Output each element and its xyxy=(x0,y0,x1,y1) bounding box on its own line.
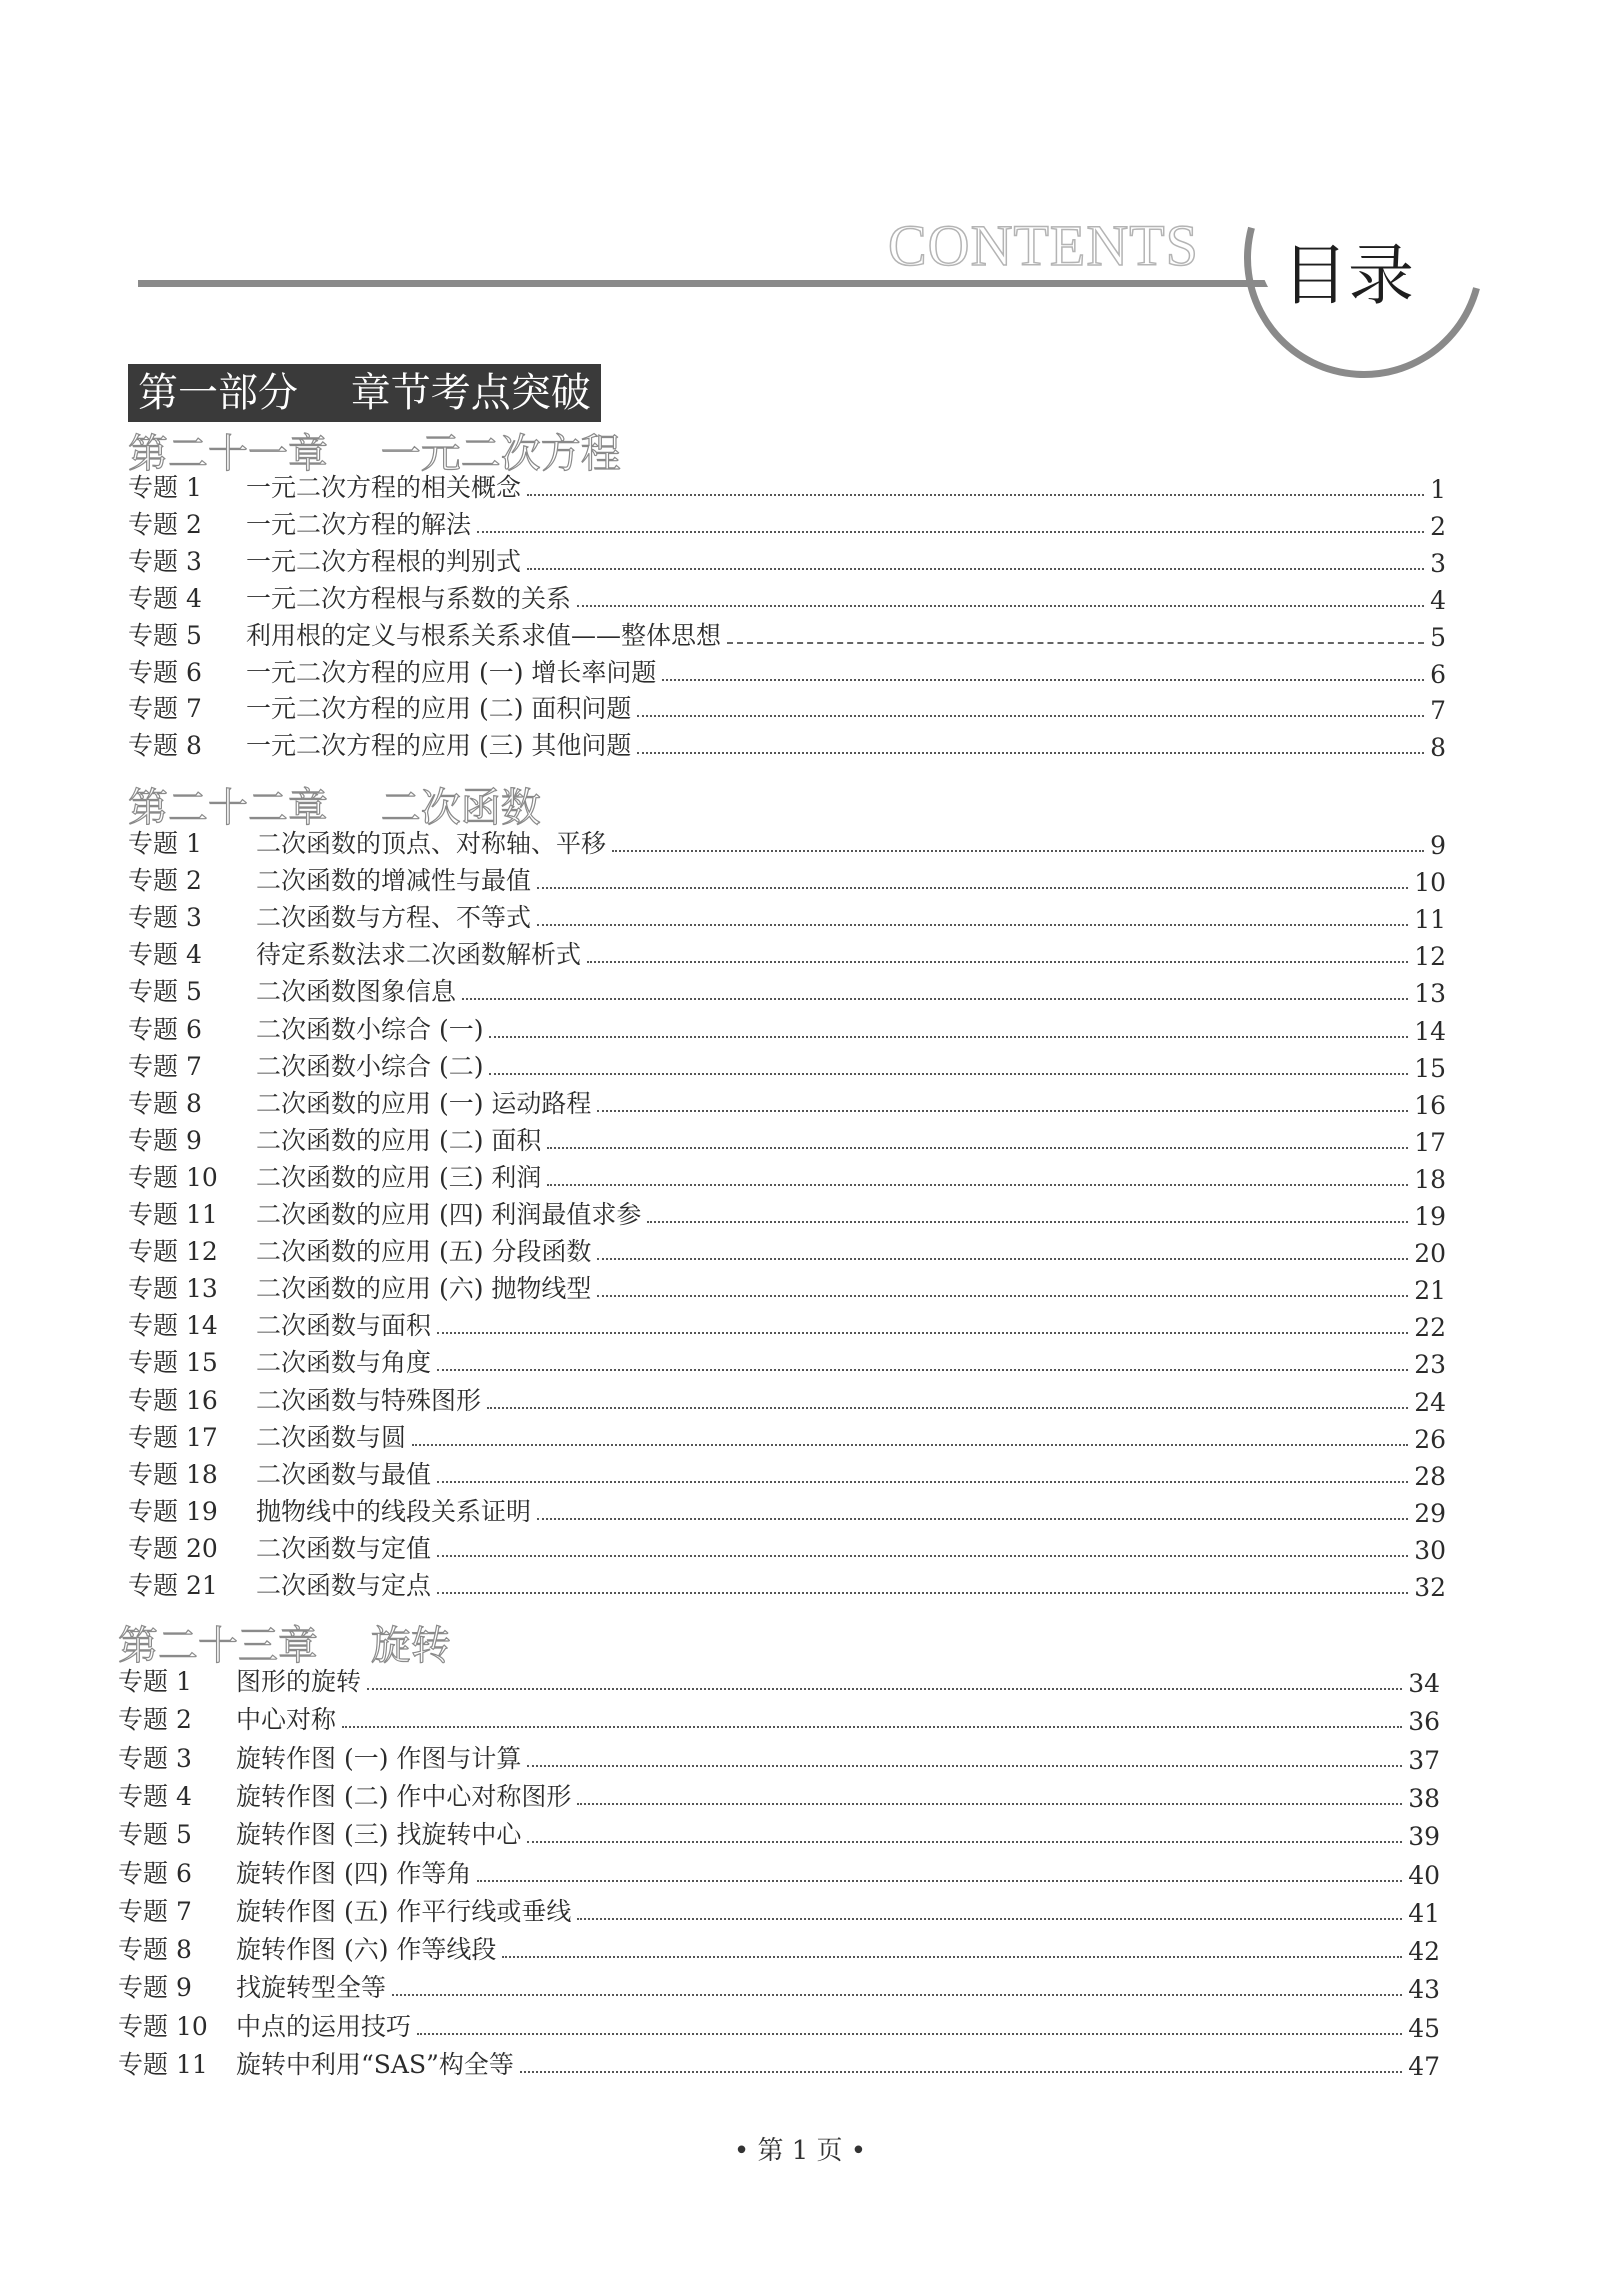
toc-leader-dots xyxy=(527,494,1424,496)
toc-entry-page: 41 xyxy=(1408,1899,1440,1928)
chapter-heading: 第二十三章 旋转 xyxy=(118,1623,451,1669)
header-rule xyxy=(138,280,1298,287)
toc-entry-page: 21 xyxy=(1414,1276,1446,1305)
toc-entry-title: 二次函数与定值 xyxy=(256,1534,432,1563)
toc-entry[interactable] xyxy=(128,1234,1446,1268)
toc-leader-dots xyxy=(489,1073,1408,1075)
toc-entry-label: 专题 17 xyxy=(128,1423,218,1452)
toc-entry-label: 专题 13 xyxy=(128,1274,218,1303)
toc-entry-title: 二次函数与定点 xyxy=(256,1571,432,1600)
toc-leader-dots xyxy=(662,679,1424,681)
toc-entry-label: 专题 12 xyxy=(128,1237,218,1266)
toc-entry-page: 42 xyxy=(1408,1937,1440,1966)
toc-leader-dots xyxy=(537,1518,1408,1520)
toc-entry-label: 专题 6 xyxy=(128,1015,202,1044)
toc-entry[interactable] xyxy=(118,1741,1440,1775)
toc-leader-dots xyxy=(637,752,1424,754)
toc-entry-page: 24 xyxy=(1414,1388,1446,1417)
toc-entry-label: 专题 4 xyxy=(118,1782,192,1811)
toc-entry-title: 二次函数的应用 (三) 利润 xyxy=(256,1163,542,1192)
toc-entry[interactable] xyxy=(128,1049,1446,1083)
toc-entry-title: 二次函数的顶点、对称轴、平移 xyxy=(256,829,607,858)
toc-leader-dots xyxy=(367,1688,1402,1690)
toc-leader-dots xyxy=(417,2033,1402,2035)
toc-leader-dots xyxy=(437,1481,1408,1483)
toc-entry-page: 47 xyxy=(1408,2052,1440,2081)
toc-entry-page: 45 xyxy=(1408,2014,1440,2043)
toc-entry-label: 专题 10 xyxy=(128,1163,218,1192)
page-number: • 第 1 页 • xyxy=(733,2136,867,2166)
toc-entry-page: 28 xyxy=(1414,1462,1446,1491)
toc-entry-page: 4 xyxy=(1430,586,1446,615)
toc-entry-title: 二次函数小综合 (二) xyxy=(256,1052,484,1081)
toc-entry-label: 专题 5 xyxy=(128,621,202,650)
toc-entry-page: 2 xyxy=(1430,512,1446,541)
toc-entry-page: 9 xyxy=(1430,831,1446,860)
toc-entry[interactable] xyxy=(128,1568,1446,1602)
toc-entry[interactable] xyxy=(128,470,1446,504)
toc-entry-title: 中点的运用技巧 xyxy=(236,2012,412,2041)
toc-entry-label: 专题 11 xyxy=(128,1200,218,1229)
toc-entry-title: 二次函数与方程、不等式 xyxy=(256,903,532,932)
toc-entry-title: 旋转中利用“SAS”构全等 xyxy=(236,2050,514,2079)
toc-entry[interactable] xyxy=(128,1383,1446,1417)
toc-entry-title: 二次函数的增减性与最值 xyxy=(256,866,532,895)
toc-leader-dots xyxy=(412,1444,1408,1446)
toc-entry-label: 专题 5 xyxy=(128,977,202,1006)
toc-entry-label: 专题 4 xyxy=(128,940,202,969)
toc-entry[interactable] xyxy=(128,1197,1446,1231)
toc-entry-label: 专题 16 xyxy=(128,1386,218,1415)
toc-entry-title: 一元二次方程的应用 (二) 面积问题 xyxy=(246,694,632,723)
toc-leader-dots xyxy=(547,1147,1408,1149)
toc-entry-page: 17 xyxy=(1414,1128,1446,1157)
toc-entry-title: 二次函数与角度 xyxy=(256,1348,432,1377)
toc-entry-label: 专题 10 xyxy=(118,2012,208,2041)
toc-entry[interactable] xyxy=(128,1531,1446,1565)
toc-entry-page: 29 xyxy=(1414,1499,1446,1528)
toc-entry-title: 二次函数的应用 (二) 面积 xyxy=(256,1126,542,1155)
toc-entry-title: 二次函数与圆 xyxy=(256,1423,407,1452)
toc-entry-label: 专题 15 xyxy=(128,1348,218,1377)
toc-entry-title: 二次函数的应用 (一) 运动路程 xyxy=(256,1089,592,1118)
toc-entry-page: 5 xyxy=(1430,623,1446,652)
toc-leader-dots xyxy=(527,568,1424,570)
toc-entry-label: 专题 20 xyxy=(128,1534,218,1563)
toc-entry-title: 一元二次方程根的判别式 xyxy=(246,547,522,576)
toc-leader-dots xyxy=(637,715,1424,717)
toc-leader-dots xyxy=(437,1592,1408,1594)
toc-entry[interactable] xyxy=(128,1160,1446,1194)
toc-entry[interactable] xyxy=(118,2009,1440,2043)
toc-entry-page: 16 xyxy=(1414,1091,1446,1120)
toc-entry-title: 旋转作图 (二) 作中心对称图形 xyxy=(236,1782,572,1811)
toc-entry-page: 30 xyxy=(1414,1536,1446,1565)
toc-entry[interactable] xyxy=(118,1817,1440,1851)
toc-entry-page: 10 xyxy=(1414,868,1446,897)
toc-entry[interactable] xyxy=(118,1664,1440,1698)
toc-entry[interactable] xyxy=(118,1702,1440,1736)
toc-entry-label: 专题 19 xyxy=(128,1497,218,1526)
toc-entry-label: 专题 1 xyxy=(128,473,202,502)
toc-leader-dots xyxy=(612,850,1424,852)
toc-leader-dots xyxy=(597,1258,1408,1260)
toc-entry-title: 旋转作图 (六) 作等线段 xyxy=(236,1935,497,1964)
toc-leader-dots xyxy=(727,642,1424,644)
toc-entry[interactable] xyxy=(128,581,1446,615)
toc-leader-dots xyxy=(597,1295,1408,1297)
toc-entry-page: 20 xyxy=(1414,1239,1446,1268)
toc-entry-title: 二次函数图象信息 xyxy=(256,977,457,1006)
toc-entry-title: 一元二次方程的相关概念 xyxy=(246,473,522,502)
toc-entry-title: 找旋转型全等 xyxy=(236,1973,387,2002)
toc-entry-label: 专题 6 xyxy=(128,658,202,687)
toc-entry[interactable] xyxy=(118,1856,1440,1890)
part-banner: 第一部分 章节考点突破 xyxy=(128,364,601,422)
toc-leader-dots xyxy=(437,1369,1408,1371)
toc-entry-page: 3 xyxy=(1430,549,1446,578)
toc-entry[interactable] xyxy=(128,1012,1446,1046)
toc-entry-title: 一元二次方程的应用 (三) 其他问题 xyxy=(246,731,632,760)
toc-entry[interactable] xyxy=(128,655,1446,689)
toc-entry-label: 专题 3 xyxy=(128,903,202,932)
toc-entry[interactable] xyxy=(128,1420,1446,1454)
toc-leader-dots xyxy=(477,531,1424,533)
toc-entry[interactable] xyxy=(128,507,1446,541)
toc-entry-title: 旋转作图 (四) 作等角 xyxy=(236,1859,472,1888)
toc-entry-label: 专题 1 xyxy=(128,829,202,858)
toc-entry-page: 15 xyxy=(1414,1054,1446,1083)
toc-entry[interactable] xyxy=(128,1308,1446,1342)
toc-entry-page: 22 xyxy=(1414,1313,1446,1342)
toc-leader-dots xyxy=(537,887,1408,889)
toc-entry-label: 专题 7 xyxy=(128,694,202,723)
toc-entry-title: 待定系数法求二次函数解析式 xyxy=(256,940,582,969)
toc-entry-title: 二次函数与特殊图形 xyxy=(256,1386,482,1415)
toc-entry-label: 专题 9 xyxy=(118,1973,192,2002)
toc-entry[interactable] xyxy=(128,618,1446,652)
toc-entry-page: 12 xyxy=(1414,942,1446,971)
toc-entry-page: 32 xyxy=(1414,1573,1446,1602)
toc-entry-page: 19 xyxy=(1414,1202,1446,1231)
toc-entry[interactable] xyxy=(128,1086,1446,1120)
toc-entry-label: 专题 3 xyxy=(118,1744,192,1773)
toc-leader-dots xyxy=(577,1918,1402,1920)
toc-leader-dots xyxy=(577,605,1424,607)
toc-entry[interactable] xyxy=(118,1894,1440,1928)
toc-entry-label: 专题 7 xyxy=(128,1052,202,1081)
toc-entry-label: 专题 2 xyxy=(128,866,202,895)
toc-entry-title: 中心对称 xyxy=(236,1705,337,1734)
toc-entry-page: 13 xyxy=(1414,979,1446,1008)
chapter-heading: 第二十一章 一元二次方程 xyxy=(128,431,621,477)
toc-entry-title: 图形的旋转 xyxy=(236,1667,362,1696)
contents-heading: CONTENTS xyxy=(888,213,1199,278)
toc-entry-page: 26 xyxy=(1414,1425,1446,1454)
toc-entry-label: 专题 21 xyxy=(128,1571,218,1600)
toc-entry-label: 专题 8 xyxy=(118,1935,192,1964)
toc-entry-page: 43 xyxy=(1408,1975,1440,2004)
toc-entry-label: 专题 9 xyxy=(128,1126,202,1155)
toc-entry-label: 专题 11 xyxy=(118,2050,208,2079)
toc-entry[interactable] xyxy=(128,544,1446,578)
toc-entry-page: 37 xyxy=(1408,1746,1440,1775)
toc-entry-page: 39 xyxy=(1408,1822,1440,1851)
toc-entry-page: 7 xyxy=(1430,696,1446,725)
page-title: 目录 xyxy=(1282,237,1414,314)
toc-entry[interactable] xyxy=(128,1345,1446,1379)
toc-entry-title: 旋转作图 (五) 作平行线或垂线 xyxy=(236,1897,572,1926)
toc-entry-label: 专题 18 xyxy=(128,1460,218,1489)
toc-entry-page: 23 xyxy=(1414,1350,1446,1379)
toc-entry[interactable] xyxy=(128,937,1446,971)
toc-leader-dots xyxy=(537,924,1408,926)
toc-leader-dots xyxy=(462,998,1408,1000)
toc-leader-dots xyxy=(597,1110,1408,1112)
toc-entry-title: 二次函数与面积 xyxy=(256,1311,432,1340)
toc-entry-label: 专题 4 xyxy=(128,584,202,613)
toc-entry-page: 18 xyxy=(1414,1165,1446,1194)
toc-entry-title: 旋转作图 (一) 作图与计算 xyxy=(236,1744,522,1773)
toc-entry[interactable] xyxy=(128,826,1446,860)
toc-entry-page: 36 xyxy=(1408,1707,1440,1736)
chapter-heading: 第二十二章 二次函数 xyxy=(128,785,541,831)
toc-leader-dots xyxy=(502,1956,1402,1958)
toc-entry-title: 利用根的定义与根系关系求值——整体思想 xyxy=(246,621,722,650)
toc-entry-title: 抛物线中的线段关系证明 xyxy=(256,1497,532,1526)
toc-leader-dots xyxy=(647,1221,1408,1223)
toc-leader-dots xyxy=(437,1555,1408,1557)
toc-entry[interactable] xyxy=(128,974,1446,1008)
toc-entry[interactable] xyxy=(128,1457,1446,1491)
toc-entry-title: 二次函数的应用 (五) 分段函数 xyxy=(256,1237,592,1266)
toc-entry[interactable] xyxy=(118,2047,1440,2081)
toc-entry[interactable] xyxy=(128,691,1446,725)
toc-leader-dots xyxy=(527,1765,1402,1767)
toc-leader-dots xyxy=(437,1332,1408,1334)
toc-entry-page: 34 xyxy=(1408,1669,1440,1698)
toc-leader-dots xyxy=(577,1803,1402,1805)
toc-entry-label: 专题 8 xyxy=(128,1089,202,1118)
toc-entry-title: 二次函数与最值 xyxy=(256,1460,432,1489)
toc-entry-label: 专题 7 xyxy=(118,1897,192,1926)
toc-entry-title: 二次函数的应用 (六) 抛物线型 xyxy=(256,1274,592,1303)
toc-entry-page: 8 xyxy=(1430,733,1446,762)
toc-entry[interactable] xyxy=(128,863,1446,897)
toc-entry-title: 一元二次方程的应用 (一) 增长率问题 xyxy=(246,658,657,687)
toc-entry[interactable] xyxy=(128,1494,1446,1528)
toc-leader-dots xyxy=(342,1726,1402,1728)
toc-entry-title: 二次函数的应用 (四) 利润最值求参 xyxy=(256,1200,642,1229)
toc-leader-dots xyxy=(587,961,1408,963)
toc-leader-dots xyxy=(477,1880,1402,1882)
toc-entry-page: 40 xyxy=(1408,1861,1440,1890)
toc-entry-label: 专题 2 xyxy=(118,1705,192,1734)
toc-leader-dots xyxy=(520,2071,1402,2073)
toc-entry-page: 14 xyxy=(1414,1017,1446,1046)
toc-entry-page: 38 xyxy=(1408,1784,1440,1813)
toc-entry-title: 旋转作图 (三) 找旋转中心 xyxy=(236,1820,522,1849)
toc-entry-page: 1 xyxy=(1430,475,1446,504)
toc-entry[interactable] xyxy=(128,1123,1446,1157)
toc-entry-label: 专题 1 xyxy=(118,1667,192,1696)
toc-leader-dots xyxy=(487,1407,1408,1409)
toc-entry-title: 一元二次方程根与系数的关系 xyxy=(246,584,572,613)
toc-entry[interactable] xyxy=(118,1932,1440,1966)
toc-entry-label: 专题 5 xyxy=(118,1820,192,1849)
toc-entry[interactable] xyxy=(118,1970,1440,2004)
toc-leader-dots xyxy=(489,1036,1408,1038)
toc-entry-title: 二次函数小综合 (一) xyxy=(256,1015,484,1044)
toc-entry-label: 专题 14 xyxy=(128,1311,218,1340)
toc-entry-label: 专题 6 xyxy=(118,1859,192,1888)
toc-entry-label: 专题 3 xyxy=(128,547,202,576)
toc-entry-page: 6 xyxy=(1430,660,1446,689)
toc-entry-label: 专题 2 xyxy=(128,510,202,539)
toc-leader-dots xyxy=(527,1841,1402,1843)
toc-leader-dots xyxy=(392,1994,1402,1996)
toc-entry[interactable] xyxy=(118,1779,1440,1813)
toc-entry-page: 11 xyxy=(1414,905,1446,934)
toc-entry[interactable] xyxy=(128,900,1446,934)
toc-leader-dots xyxy=(547,1184,1408,1186)
toc-entry[interactable] xyxy=(128,728,1446,762)
toc-entry-label: 专题 8 xyxy=(128,731,202,760)
toc-entry-title: 一元二次方程的解法 xyxy=(246,510,472,539)
toc-entry[interactable] xyxy=(128,1271,1446,1305)
